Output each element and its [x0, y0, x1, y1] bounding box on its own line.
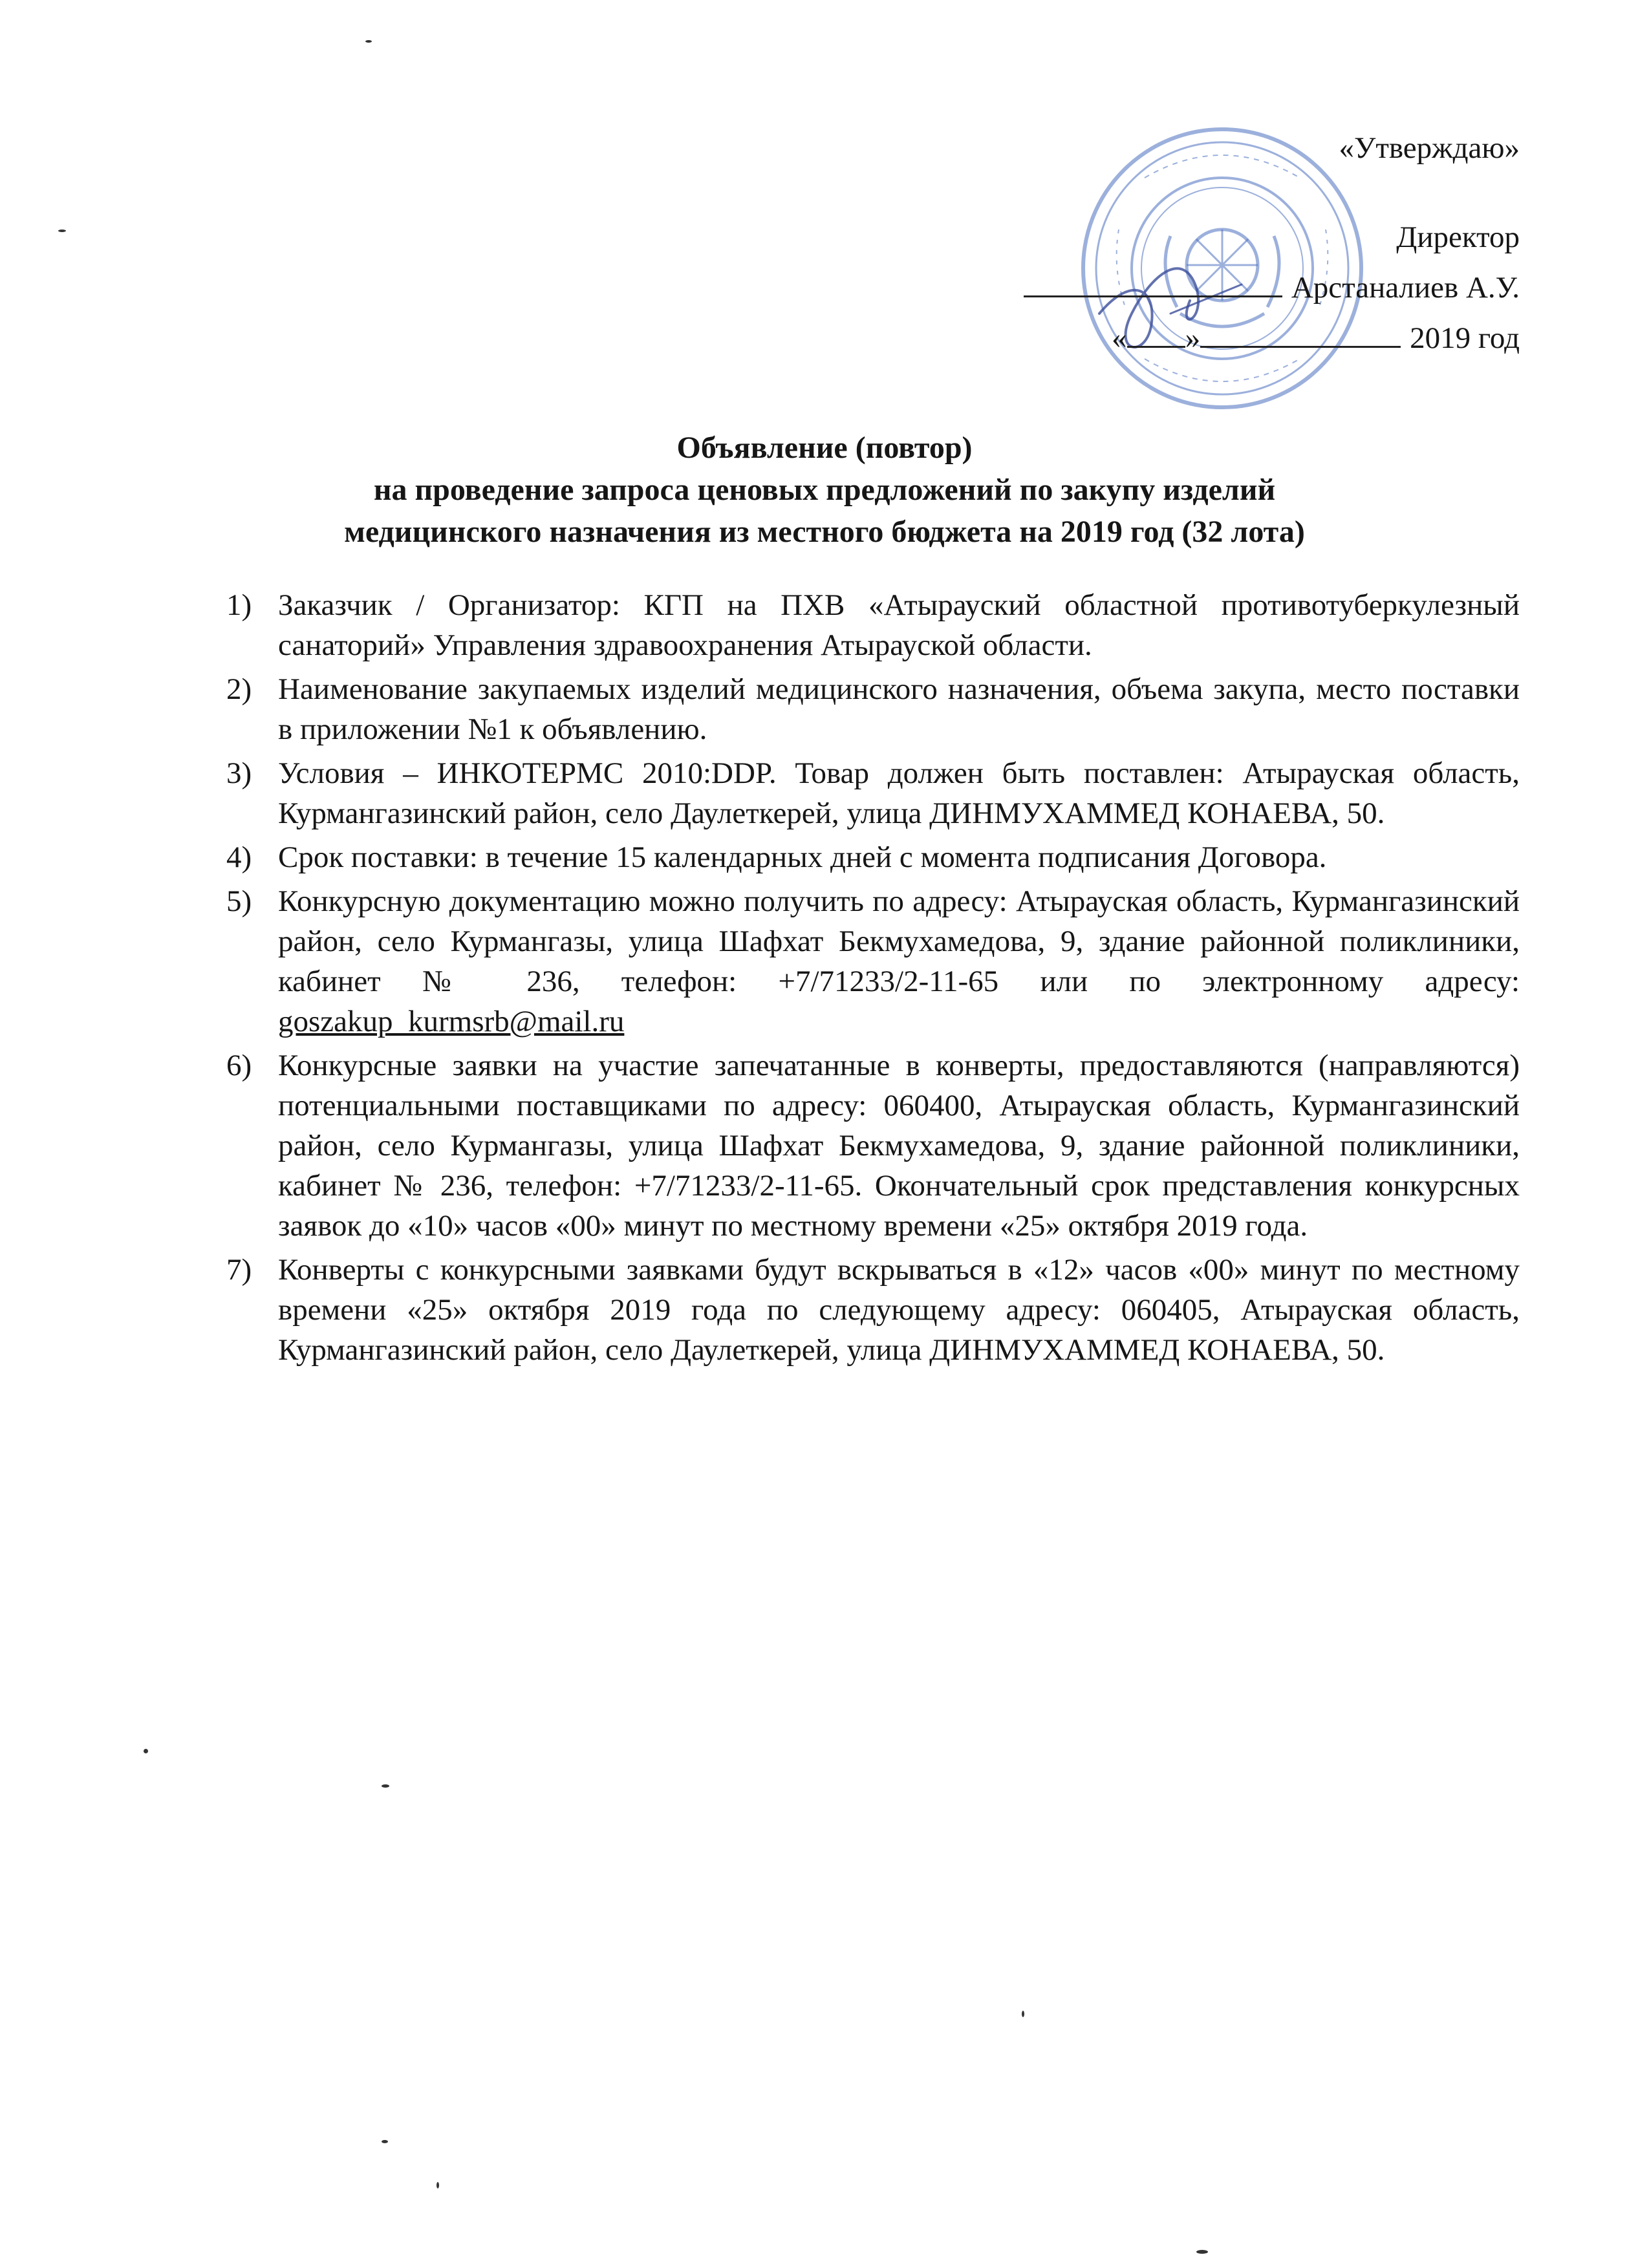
scan-speck [1022, 2011, 1024, 2017]
title-line-2: на проведение запроса ценовых предложений по закупу изделий [373, 473, 1276, 507]
list-item: 7) Конверты с конкурсными заявками будут вскрываться в «12» часов «00» минут по местному времени «25» октября 2019 года по следующему адресу: 060405, Атырауская область, Курмангазинский район, село Даулеткерей, улица ДИНМУХАММЕД КОНАЕВА, 50. [226, 1253, 1520, 1367]
signature-line [1024, 295, 1282, 297]
scan-speck [365, 40, 372, 43]
scan-speck [144, 1749, 148, 1753]
announcement-title [194, 427, 1455, 553]
scan-speck [382, 1784, 389, 1788]
list-item: 1) Заказчик / Организатор: КГП на ПХВ «Атырауский областной противотуберкулезный санаторий» Управления здравоохранения Атырауской области. [226, 588, 1520, 662]
approval-date-line [808, 313, 1520, 363]
list-item: 2) Наименование закупаемых изделий медицинского назначения, объема закупа, место поставки в приложении №1 к объявлению. [226, 672, 1520, 746]
announcement-items [213, 585, 1520, 1374]
list-item: 4) Срок поставки: в течение 15 календарных дней с момента подписания Договора. [226, 840, 1327, 874]
approval-block [808, 123, 1520, 363]
scan-speck [58, 230, 66, 232]
approval-label: «Утверждаю» [1339, 131, 1520, 165]
list-item: 3) Условия – ИНКОТЕРМС 2010:DDP. Товар должен быть поставлен: Атырауская область, Курмангазинский район, село Даулеткерей, улица ДИНМУХАММЕД КОНАЕВА, 50. [226, 756, 1520, 830]
title-line-3: медицинского назначения из местного бюджета на 2019 год (32 лота) [344, 515, 1305, 549]
list-item: 6) Конкурсные заявки на участие запечатанные в конверты, предоставляются (направляются) потенциальными поставщиками по адресу: 060400, Атырауская область, Курмангазинский район, село Курмангазы, улица Шафхат Бекмухамедова, 9, здание районной поликлиники, кабинет № 236, телефон: +7/71233/2-11-65. Окончательный срок представления конкурсных заявок до «10» часов «00» минут по местному времени «25» октября 2019 года. [226, 1049, 1520, 1243]
title-line-1: Объявление (повтор) [676, 431, 973, 465]
scan-speck [382, 2140, 388, 2143]
director-position: Директор [1396, 220, 1520, 254]
scan-speck [1196, 2250, 1208, 2254]
scan-speck [436, 2182, 439, 2188]
director-name-line [808, 262, 1520, 313]
month-blank [1200, 346, 1401, 348]
list-item: 5) Конкурсную документацию можно получить по адресу: Атырауская область, Курмангазинский район, село Курмангазы, улица Шафхат Бекмухамедова, 9, здание районной поликлиники, кабинет № 236, телефон: +7/71233/2-11-65 или по электронному адресу: goszakup_kurmsrb@mail.ru [226, 884, 1520, 1038]
date-close-quote: » [1185, 321, 1201, 355]
email-link[interactable]: goszakup_kurmsrb@mail.ru [278, 1005, 625, 1038]
day-blank [1127, 346, 1185, 348]
date-open-quote: « [1112, 321, 1127, 355]
approval-year: 2019 год [1410, 321, 1520, 355]
director-name: Арстаналиев А.У. [1291, 271, 1520, 305]
